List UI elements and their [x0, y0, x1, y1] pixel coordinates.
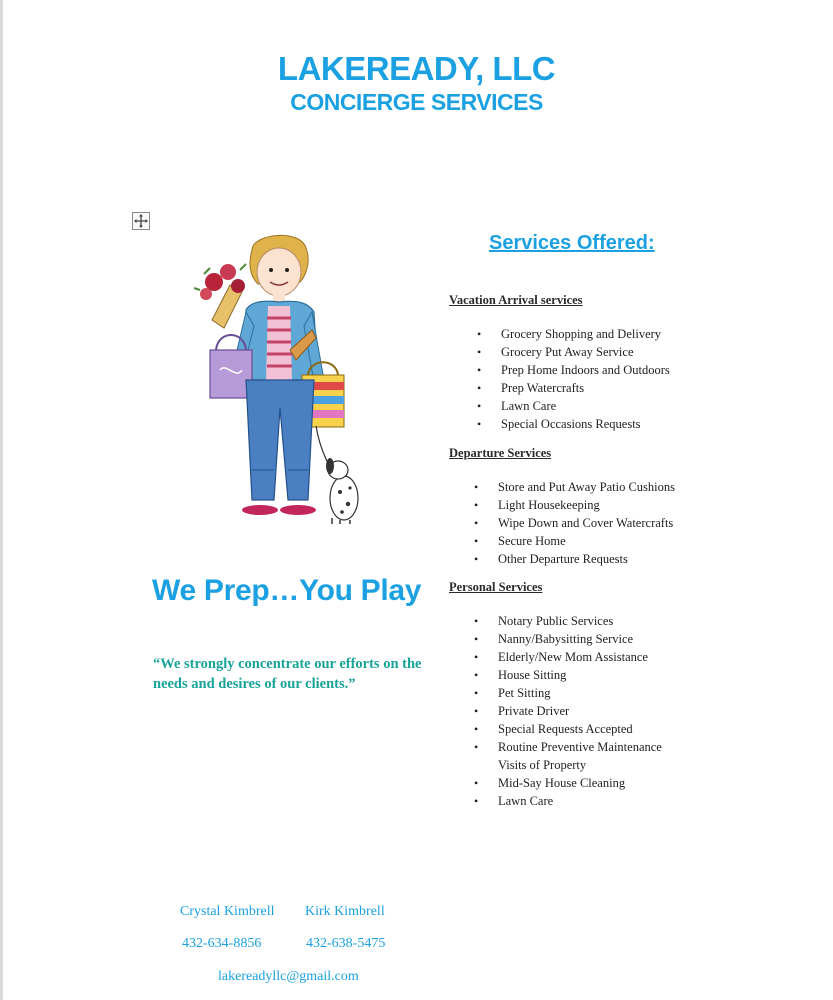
- section-title-personal: Personal Services: [449, 580, 543, 594]
- table-move-handle-icon[interactable]: [132, 212, 150, 230]
- list-item: • Private Driver: [498, 702, 688, 720]
- slogan: We Prep…You Play: [152, 574, 422, 607]
- woman-with-dog-illustration: [190, 230, 370, 525]
- list-item: • Mid-Say House Cleaning: [498, 774, 688, 792]
- list-item: • Secure Home: [498, 532, 675, 550]
- list-item: • Lawn Care: [498, 792, 688, 810]
- vacation-arrival-list: [501, 325, 670, 433]
- list-item: • Special Requests Accepted: [498, 720, 688, 738]
- list-item: • Notary Public Services: [498, 612, 688, 630]
- contact-phone-kirk: 432-638-5475: [306, 936, 386, 951]
- contact-email[interactable]: lakereadyllc@gmail.com: [218, 969, 359, 984]
- list-item: • Grocery Put Away Service: [501, 343, 670, 361]
- list-item: • Special Occasions Requests: [501, 415, 670, 433]
- list-item: • Lawn Care: [501, 397, 670, 415]
- mission-quote: “We strongly concentrate our efforts on the needs and desires of our clients.”: [153, 656, 422, 692]
- list-item: • Store and Put Away Patio Cushions: [498, 478, 675, 496]
- list-item: • Nanny/Babysitting Service: [498, 630, 688, 648]
- list-item: • Prep Home Indoors and Outdoors: [501, 361, 670, 379]
- list-item: • Routine Preventive Maintenance Visits of Property: [498, 738, 688, 774]
- list-item: • Wipe Down and Cover Watercrafts: [498, 514, 675, 532]
- list-item: • Other Departure Requests: [498, 550, 675, 568]
- flower-bouquet-icon: [194, 264, 246, 328]
- contact-phone-crystal: 432-634-8856: [182, 936, 262, 951]
- departure-list: [498, 478, 675, 568]
- list-item: • Pet Sitting: [498, 684, 688, 702]
- services-heading: Services Offered:: [489, 232, 655, 254]
- section-title-departure: Departure Services: [449, 446, 552, 460]
- list-item: • Elderly/New Mom Assistance: [498, 648, 688, 666]
- contact-name-kirk: Kirk Kimbrell: [305, 904, 385, 919]
- dog-icon: [326, 458, 358, 524]
- contact-name-crystal: Crystal Kimbrell: [180, 904, 275, 919]
- list-item: • Light Housekeeping: [498, 496, 675, 514]
- list-item: • Prep Watercrafts: [501, 379, 670, 397]
- page-left-border: [0, 0, 3, 1000]
- list-item: • House Sitting: [498, 666, 688, 684]
- list-item: • Grocery Shopping and Delivery: [501, 325, 670, 343]
- company-title: LAKEREADY, LLC: [277, 50, 556, 87]
- company-subtitle: CONCIERGE SERVICES: [290, 89, 543, 115]
- section-title-vacation-arrival: Vacation Arrival services: [449, 293, 583, 307]
- personal-list: [498, 612, 688, 810]
